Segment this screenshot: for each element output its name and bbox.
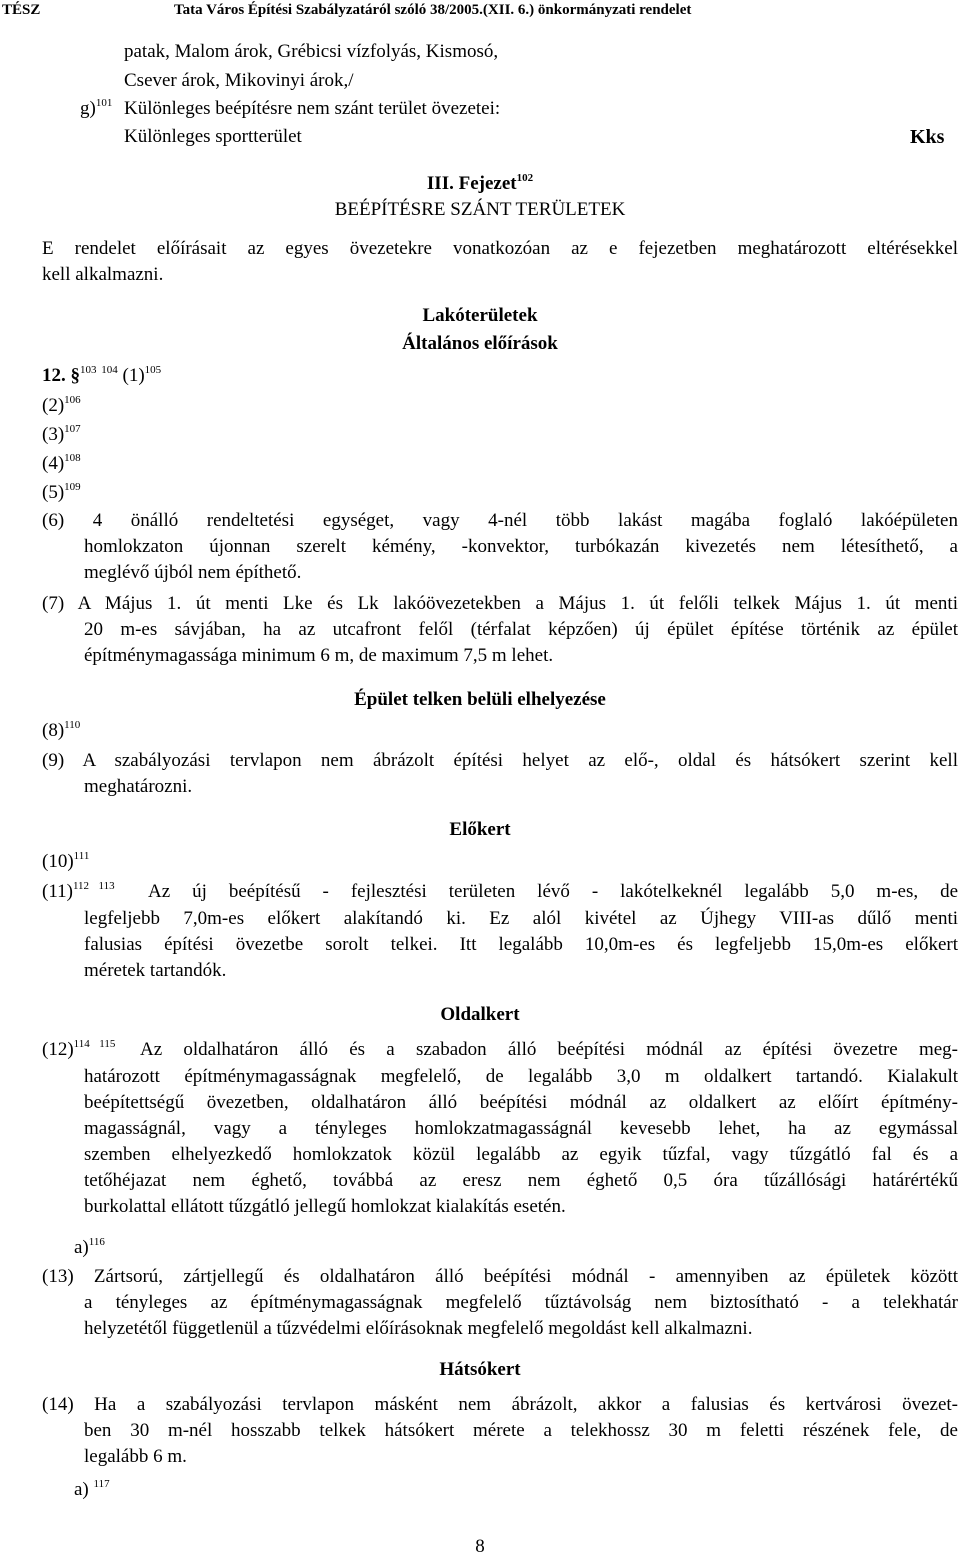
intro-line: kell alkalmazni. bbox=[42, 264, 164, 285]
para-line: (14) Ha a szabályozási tervlapon másként nem ábrázolt, akkor a falusias és kertvárosi övezet- bbox=[42, 1394, 958, 1415]
para-line: tetőhéjazat nem éghető, továbbá az eresz nem éghető 0,5 óra tűzállósági határértékű bbox=[84, 1170, 958, 1191]
footnote-ref: 102 bbox=[516, 172, 534, 184]
heading-back-garden: Hátsókert bbox=[439, 1359, 521, 1380]
heading-front-garden: Előkert bbox=[449, 819, 511, 840]
para-2 bbox=[42, 394, 81, 418]
header-title: Tata Város Építési Szabályzatáról szóló 38/2005.(XII. 6.) önkormányzati rendelet bbox=[174, 2, 692, 18]
para-2-label: (2) bbox=[42, 395, 65, 416]
zone-code-kks: Kks bbox=[910, 126, 945, 148]
para-8-label: (8) bbox=[42, 720, 65, 741]
footnote-ref: 117 bbox=[93, 1478, 110, 1490]
footnote-ref: 103 bbox=[80, 364, 97, 376]
page-number: 8 bbox=[475, 1536, 485, 1557]
para-10-label: (10) bbox=[42, 851, 74, 872]
para-8 bbox=[42, 719, 80, 743]
chapter-subtitle: BEÉPÍTÉSRE SZÁNT TERÜLETEK bbox=[334, 199, 626, 220]
para-line: meghatározni. bbox=[84, 776, 193, 797]
para-11-first bbox=[148, 879, 958, 905]
para-5-label: (5) bbox=[42, 482, 65, 503]
para-10 bbox=[42, 850, 89, 874]
para-line: Az új beépítésű - fejlesztési területen lévő - lakótelkeknél legalább 5,0 m-es, de bbox=[148, 881, 958, 902]
para-4 bbox=[42, 452, 81, 476]
footnote-ref: 106 bbox=[64, 394, 81, 406]
para-5 bbox=[42, 481, 81, 505]
para-line: szemben elhelyezkedő homlokzatok közül legalább az egyik tűzfal, vagy tűzgátló fal és a bbox=[84, 1144, 958, 1165]
list-item-g bbox=[80, 97, 112, 121]
para-4-label: (4) bbox=[42, 453, 65, 474]
footnote-ref: 115 bbox=[99, 1038, 116, 1050]
para-3 bbox=[42, 423, 81, 447]
sub-item-a-1 bbox=[74, 1236, 105, 1260]
para-line: burkolattal ellátott tűzgátló jellegű homlokzat kialakítás esetén. bbox=[84, 1196, 566, 1217]
para-line: legalább 6 m. bbox=[84, 1446, 187, 1467]
para-line: ben 30 m-nél hosszabb telkek hátsókert mérete a telekhossz 30 m feletti részének fele, de bbox=[84, 1420, 958, 1441]
footnote-ref: 111 bbox=[73, 850, 90, 862]
footnote-ref: 116 bbox=[88, 1236, 105, 1248]
para-line: helyzetétől függetlenül a tűzvédelmi előírásoknak megfelelő megoldást kell alkalmazni. bbox=[84, 1318, 753, 1339]
para-3-label: (3) bbox=[42, 424, 65, 445]
chapter-intro bbox=[42, 236, 958, 288]
para-11-label-group bbox=[42, 880, 115, 904]
para-line: magasságnál, vagy a tényleges homlokzatmagasságnál kevesebb lehet, ha az egymással bbox=[84, 1118, 958, 1139]
para-line: Az oldalhatáron álló és a szabadon álló beépítési módnál az építési övezetre meg- bbox=[140, 1039, 958, 1060]
para-line: (13) Zártsorú, zártjellegű és oldalhatáron álló beépítési módnál - amennyiben az épületek között bbox=[42, 1266, 958, 1287]
footnote-ref: 110 bbox=[64, 719, 81, 731]
para-line: határozott építménymagasságnak megfelelő, de legalább 3,0 m oldalkert tartandó. Kialakult bbox=[84, 1066, 958, 1087]
footnote-ref: 113 bbox=[98, 880, 115, 892]
para-line: (6) 4 önálló rendeltetési egységet, vagy 4-nél több lakást magába foglaló lakóépületen bbox=[42, 510, 958, 531]
list-continuation-line2: Csever árok, Mikovinyi árok,/ bbox=[124, 70, 354, 91]
intro-line: E rendelet előírásait az egyes övezetekre vonatkozóan az e fejezetben meghatározott eltérésekkel bbox=[42, 238, 958, 259]
footnote-ref: 105 bbox=[144, 364, 162, 376]
para-line: (7) A Május 1. út menti Lke és Lk lakóövezetekben a Május 1. út felőli telkek Május 1. út menti bbox=[42, 593, 958, 614]
sub-item-a-2 bbox=[74, 1478, 110, 1502]
para-12-label-group bbox=[42, 1038, 115, 1062]
para-line: beépítettségű övezetben, oldalhatáron álló beépítési módnál az oldalkert az előírt építmény- bbox=[84, 1092, 958, 1113]
para-line: 20 m-es sávjában, ha az utcafront felől (térfalat képzően) új épület építése történik az épület bbox=[84, 619, 958, 640]
para-line: meglévő újból nem építhető. bbox=[84, 562, 302, 583]
heading-building-placement: Épület telken belüli elhelyezése bbox=[354, 689, 606, 710]
para-line: homlokzaton újonnan szerelt kémény, -konvektor, turbókazán kivezetés nem létesíthető, a bbox=[84, 536, 958, 557]
footnote-ref: 112 bbox=[72, 880, 90, 892]
chapter-title-text: III. Fejezet bbox=[426, 173, 517, 194]
footnote-ref: 108 bbox=[64, 452, 81, 464]
para-line: építménymagassága minimum 6 m, de maximum 7,5 m lehet. bbox=[84, 645, 554, 666]
para-line: a tényleges az építménymagasságnak megfelelő tűztávolság nem biztosítható - a telekhatár bbox=[84, 1292, 958, 1313]
para-14 bbox=[42, 1392, 958, 1470]
footnote-ref: 104 bbox=[101, 364, 118, 376]
para-line: falusias építési övezetbe sorolt telkei. Itt legalább 10,0m-es és legfeljebb 15,0m-es előkert bbox=[84, 934, 958, 955]
para-12-label: (12) bbox=[42, 1039, 74, 1060]
footnote-ref: 114 bbox=[73, 1038, 90, 1050]
para-13 bbox=[42, 1264, 958, 1342]
sub-item-label: a) bbox=[74, 1237, 89, 1258]
heading-side-garden: Oldalkert bbox=[440, 1004, 520, 1025]
sub-item-label: a) bbox=[74, 1479, 89, 1500]
para-line: méretek tartandók. bbox=[84, 960, 227, 981]
item-g-label: g) bbox=[80, 98, 96, 119]
para-9 bbox=[42, 748, 958, 800]
header-left: TÉSZ bbox=[2, 2, 41, 18]
para-7 bbox=[42, 591, 958, 669]
page-header bbox=[0, 0, 960, 20]
para-6 bbox=[42, 508, 958, 586]
list-continuation-line1: patak, Malom árok, Grébicsi vízfolyás, Kismosó, bbox=[124, 41, 499, 62]
sport-area: Különleges sportterület bbox=[124, 126, 302, 147]
para-1-label: (1) bbox=[122, 365, 145, 386]
para-line: legfeljebb 7,0m-es előkert alakítandó ki. Ez alól kivétel az Újhegy VIII-as dűlő menti bbox=[84, 908, 958, 929]
chapter-title bbox=[0, 172, 960, 196]
para-line: (9) A szabályozási tervlapon nem ábrázolt építési helyet az elő-, oldal és hátsókert szerint kell bbox=[42, 750, 958, 771]
para-11-label: (11) bbox=[42, 881, 73, 902]
para-12-first bbox=[140, 1037, 958, 1063]
section-heading: Lakóterületek bbox=[422, 305, 538, 326]
section-num: 12. § bbox=[42, 365, 80, 386]
para-12 bbox=[84, 1064, 958, 1220]
footnote-ref: 109 bbox=[64, 481, 81, 493]
footnote-ref: 107 bbox=[64, 423, 81, 435]
section-subheading: Általános előírások bbox=[402, 333, 558, 354]
para-11 bbox=[84, 906, 958, 984]
section-number bbox=[42, 364, 161, 388]
footnote-ref: 101 bbox=[95, 97, 113, 109]
item-g-text: Különleges beépítésre nem szánt terület övezetei: bbox=[124, 98, 501, 119]
